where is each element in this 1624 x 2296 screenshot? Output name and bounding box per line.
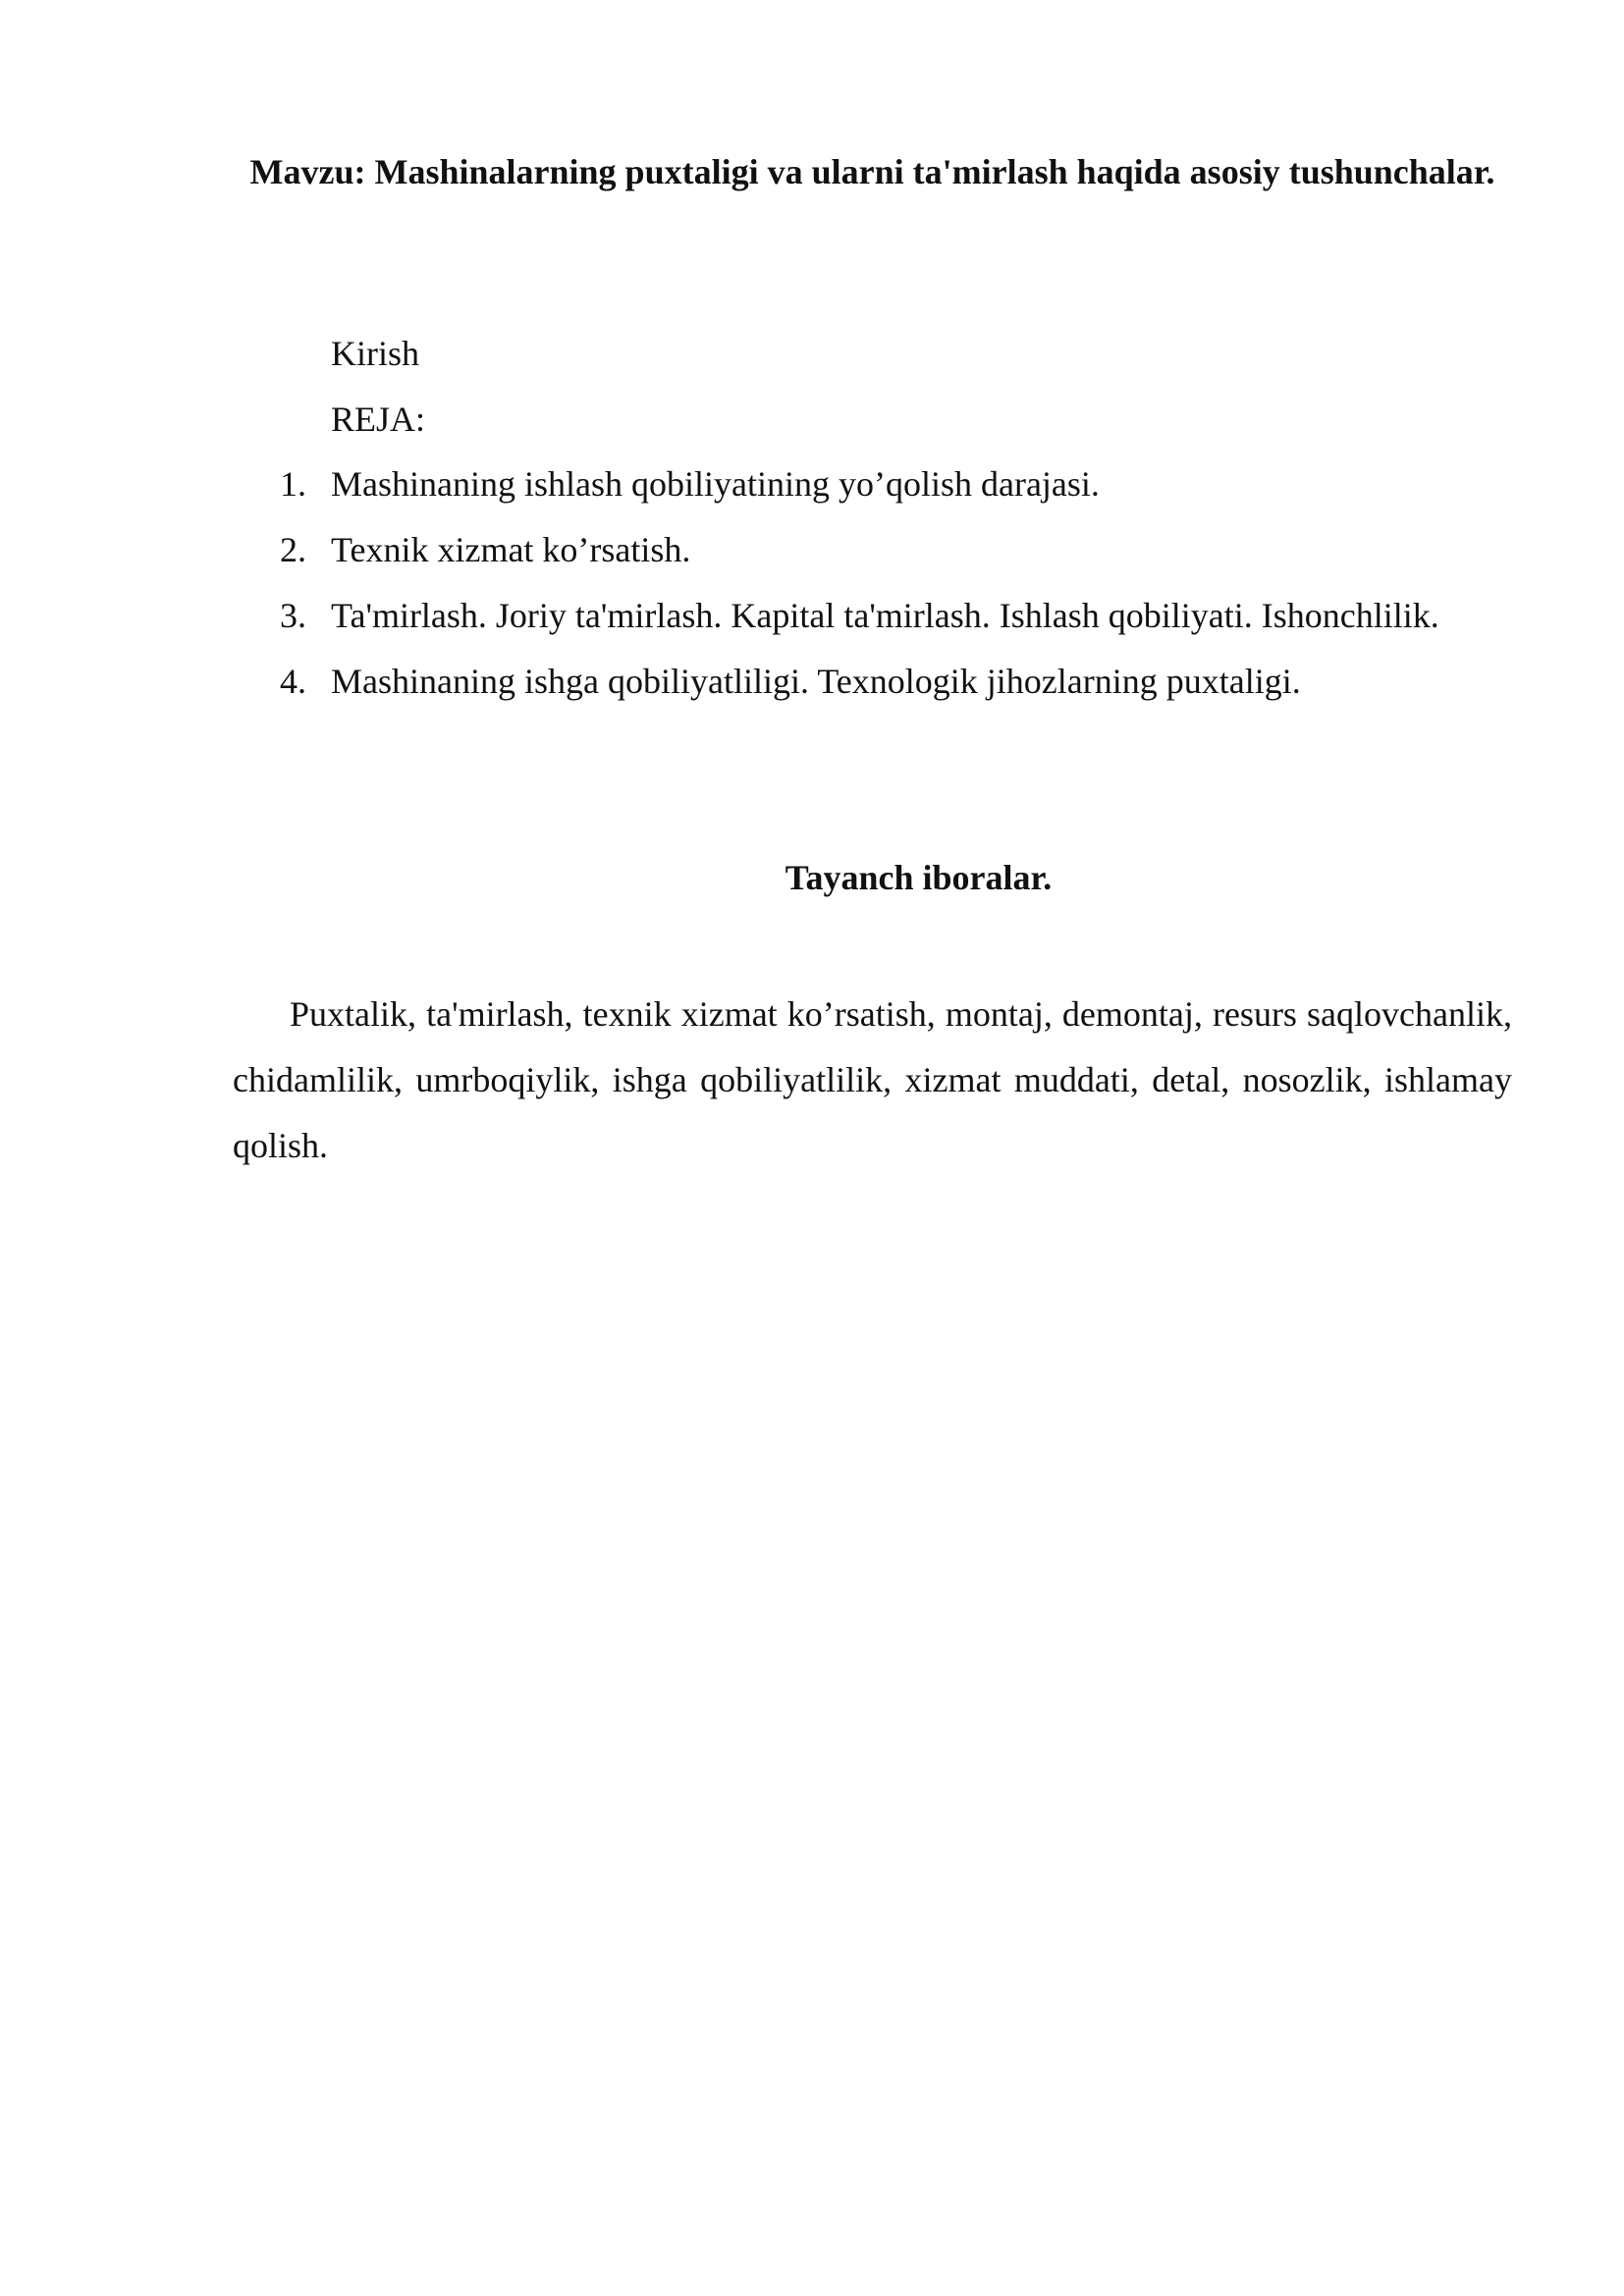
plan-item-number: 1. bbox=[280, 464, 306, 504]
keywords-paragraph: Puxtalik, ta'mirlash, texnik xizmat ko’rsatish, montaj, demontaj, resurs saqlovchanlik, chidamlilik, umrboqiylik, ishga qobiliyatlilik, xizmat muddati, detal, nosozlik, ishlamay qolish. bbox=[233, 994, 1512, 1165]
keywords-heading: Tayanch iboralar. bbox=[785, 858, 1053, 897]
plan-item bbox=[280, 452, 1512, 517]
plan-item-text: Ta'mirlash. Joriy ta'mirlash. Kapital ta'mirlash. Ishlash qobiliyati. Ishonchlilik. bbox=[331, 596, 1439, 635]
plan-item bbox=[280, 517, 1512, 583]
plan-item bbox=[280, 649, 1512, 715]
plan-item bbox=[280, 583, 1512, 649]
plan-item-text: Texnik xizmat ko’rsatish. bbox=[331, 530, 691, 569]
plan-item-number: 3. bbox=[280, 596, 306, 635]
plan-label: REJA: bbox=[331, 400, 426, 439]
plan-item-number: 2. bbox=[280, 530, 306, 569]
plan-list bbox=[280, 452, 1512, 715]
plan-item-text: Mashinaning ishga qobiliyatliligi. Texnologik jihozlarning puxtaligi. bbox=[331, 662, 1301, 701]
plan-item-text: Mashinaning ishlash qobiliyatining yo’qolish darajasi. bbox=[331, 464, 1100, 504]
intro-label: Kirish bbox=[331, 334, 419, 373]
page-title: Mavzu: Mashinalarning puxtaligi va ularni ta'mirlash haqida asosiy tushunchalar. bbox=[249, 152, 1495, 191]
plan-item-number: 4. bbox=[280, 662, 306, 701]
